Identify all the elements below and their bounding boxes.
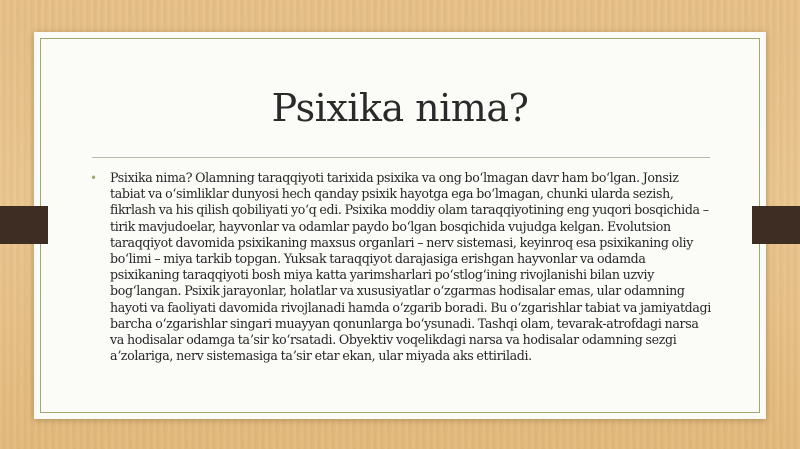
- slide-card: [34, 32, 766, 419]
- title-divider: [92, 157, 710, 158]
- body-text: Psixika nima? Olamning taraqqiyoti tarixida psixika va ong boʻlmagan davr ham boʻlgan. Jonsiz tabiat va oʻsimliklar dunyosi hech qanday psixik hayotga ega boʻlmagan, chunki ularda sezish, fikrlash va his qilish qobiliyati yoʻq edi. Psixika moddiy olam taraqqiyotining eng yuqori bosqichida – tirik mavjudoelar, hayvonlar va odamlar paydo boʻlgan bosqichida vujudga kelgan. Evolutsion taraqqiyot davomida psixikaning maxsus organlari – nerv sistemasi, keyinroq esa psixikaning oliy boʻlimi – miya tarkib topgan. Yuksak taraqqiyot darajasiga erishgan hayvonlar va odamda psixikaning taraqqiyoti bosh miya katta yarimsharlari poʻstlogʻining rivojlanishi bilan uzviy bogʻlangan. Psixik jarayonlar, holatlar va xususiyatlar oʻzgarmas hodisalar emas, ular odamning hayoti va faoliyati davomida rivojlanadi hamda oʻzgarib boradi. Bu oʻzgarishlar tabiat va jamiyatdagi barcha oʻzgarishlar singari muayyan qonunlarga boʻysunadi. Tashqi olam, tevarak-atrofdagi narsa va hodisalar odamga taʼsir koʻrsatadi. Obyektiv voqelikdagi narsa va hodisalar odamning sezgi aʼzolariga, nerv sistemasiga taʼsir etar ekan, ular miyada aks ettiriladi.: [110, 170, 711, 364]
- bullet-icon: •: [90, 171, 97, 185]
- body-bullet-list: [90, 170, 712, 364]
- right-side-tab: [752, 206, 800, 244]
- slide-title: Psixika nima?: [271, 86, 529, 130]
- left-side-tab: [0, 206, 48, 244]
- body-bullet-item: [90, 170, 712, 364]
